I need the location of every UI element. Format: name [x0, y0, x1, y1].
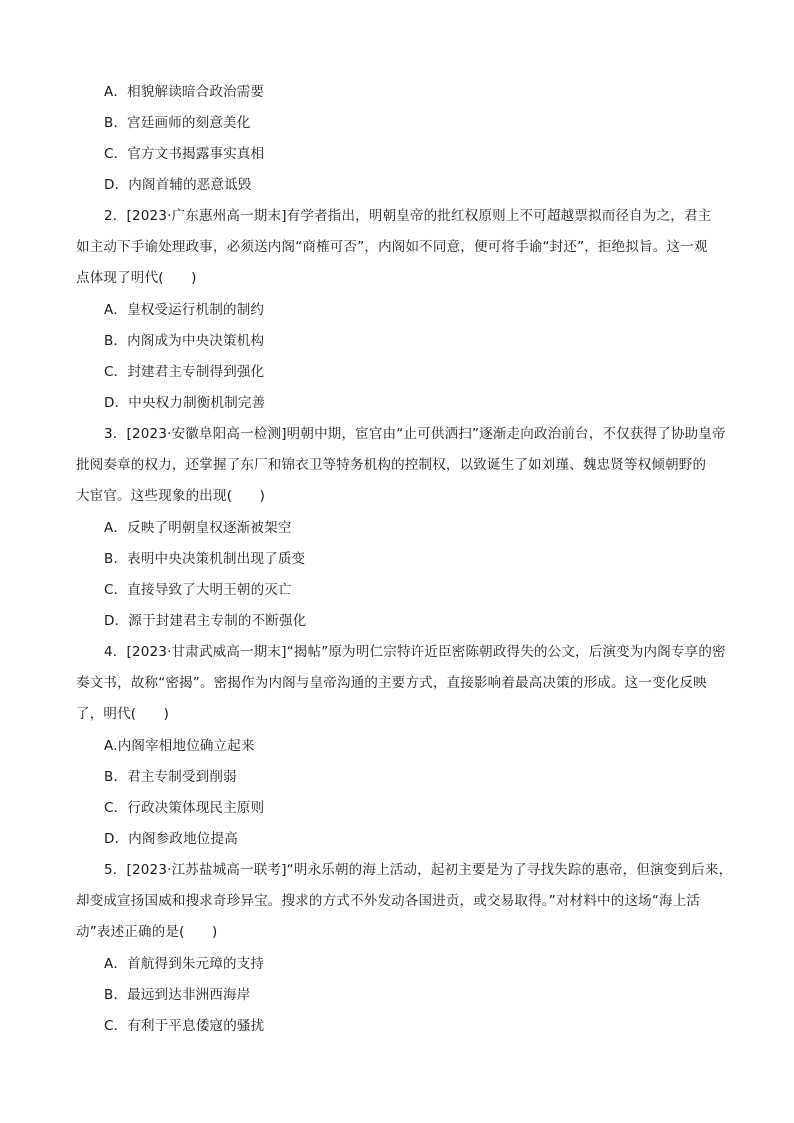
- q1-option-a: A．相貌解读暗合政治需要: [104, 84, 265, 100]
- q3-option-d: D．源于封建君主专制的不断强化: [104, 613, 307, 629]
- q1-option-c: C．官方文书揭露事实真相: [104, 146, 265, 162]
- q3-option-b: B．表明中央决策机制出现了质变: [104, 551, 306, 567]
- q1-option-b: B．宫廷画师的刻意美化: [104, 115, 251, 131]
- q5-stem-line-2: 却变成宣扬国威和搜求奇珍异宝。搜求的方式不外发动各国进贡，或交易取得。”对材料中的这场“海上活: [76, 893, 701, 909]
- q2-stem-line-1: 2．[2023·广东惠州高一期末]有学者指出，明朝皇帝的批红权原则上不可超越票拟而径自为之，君主: [104, 208, 712, 224]
- q3-stem-line-3: 大宦官。这些现象的出现( ): [76, 488, 266, 504]
- q2-option-b: B．内阁成为中央决策机构: [104, 333, 265, 349]
- q5-option-b: B．最远到达非洲西海岸: [104, 987, 251, 1003]
- q4-option-b: B．君主专制受到削弱: [104, 769, 237, 785]
- q5-option-c: C．有利于平息倭寇的骚扰: [104, 1018, 265, 1034]
- q2-option-c: C．封建君主专制得到强化: [104, 364, 265, 380]
- q5-stem-line-3: 动”表述正确的是( ): [76, 924, 218, 940]
- q2-option-a: A．皇权受运行机制的制约: [104, 302, 265, 318]
- q4-stem-line-3: 了，明代( ): [76, 706, 170, 722]
- q2-stem-line-2: 如主动下手谕处理政事，必须送内阁“商榷可否”，内阁如不同意，便可将手谕“封还”，拒绝拟旨。这一观: [76, 239, 708, 255]
- q4-stem-line-1: 4．[2023·甘肃武威高一期末]“揭帖”原为明仁宗特许近臣密陈朝政得失的公文，后演变为内阁专享的密: [104, 644, 726, 660]
- q3-option-a: A．反映了明朝皇权逐渐被架空: [104, 520, 292, 536]
- q2-stem-line-3: 点体现了明代( ): [76, 270, 197, 286]
- q3-stem-line-2: 批阅奏章的权力，还掌握了东厂和锦衣卫等特务机构的控制权，以致诞生了如刘瑾、魏忠贤等权倾朝野的: [76, 457, 707, 473]
- q5-option-a: A．首航得到朱元璋的支持: [104, 956, 265, 972]
- q3-stem-line-1: 3．[2023·安徽阜阳高一检测]明朝中期，宦官由“止可供洒扫”逐渐走向政治前台，不仅获得了协助皇帝: [104, 426, 726, 442]
- q5-stem-line-1: 5．[2023·江苏盐城高一联考]“明永乐朝的海上活动，起初主要是为了寻找失踪的惠帝，但演变到后来，: [104, 862, 733, 878]
- q3-option-c: C．直接导致了大明王朝的灭亡: [104, 582, 292, 598]
- q4-option-c: C．行政决策体现民主原则: [104, 800, 265, 816]
- q4-option-d: D．内阁参政地位提高: [104, 831, 238, 847]
- q4-stem-line-2: 奏文书，故称“密揭”。密揭作为内阁与皇帝沟通的主要方式，直接影响着最高决策的形成。这一变化反映: [76, 675, 707, 691]
- q4-option-a: A.内阁宰相地位确立起来: [104, 738, 255, 754]
- q1-option-d: D．内阁首辅的恶意诋毁: [104, 177, 252, 193]
- q2-option-d: D．中央权力制衡机制完善: [104, 395, 266, 411]
